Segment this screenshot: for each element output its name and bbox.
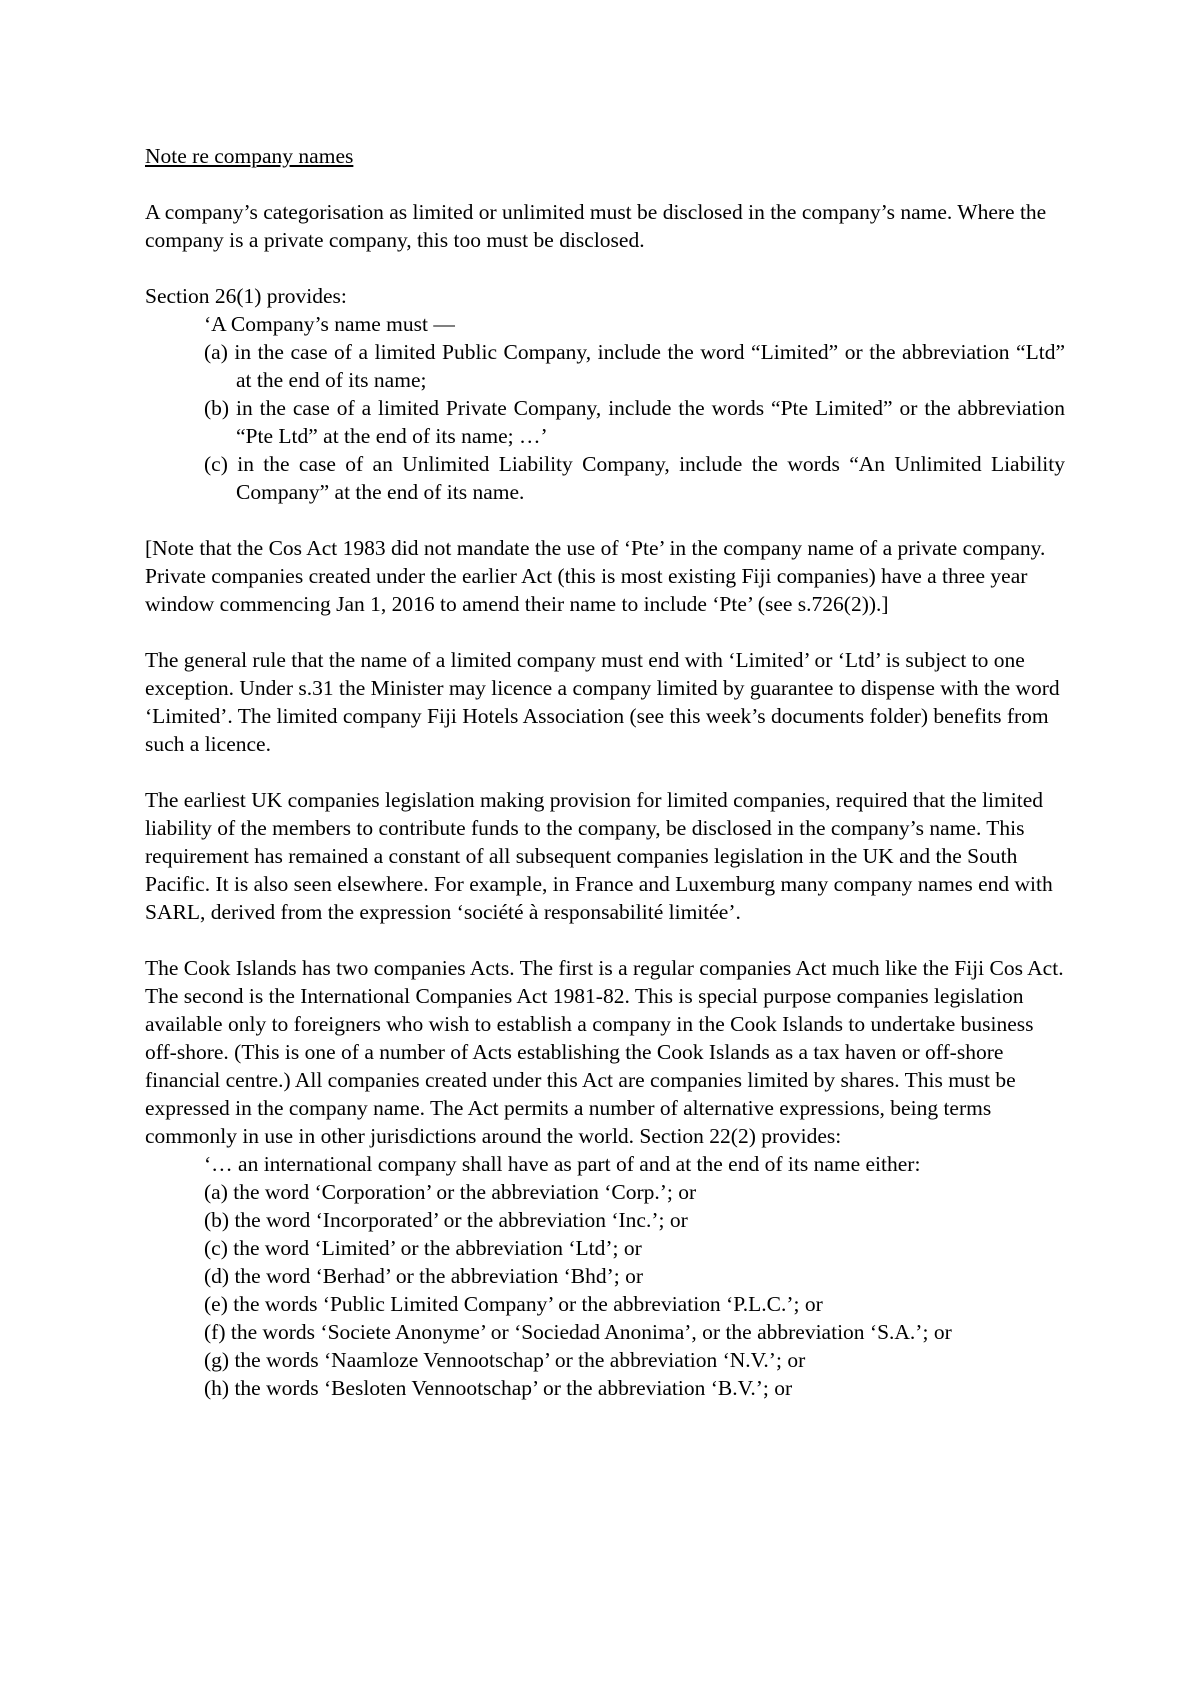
section-26-quote [204,310,1065,506]
section-22-item-f: (f) the words ‘Societe Anonyme’ or ‘Sociedad Anonima’, or the abbreviation ‘S.A.’; or [204,1320,952,1344]
section-22-item-d: (d) the word ‘Berhad’ or the abbreviation ‘Bhd’; or [204,1264,644,1288]
document-heading: Note re company names [145,144,354,168]
paragraph-uk-legislation: The earliest UK companies legislation making provision for limited companies, required that the limited liability of the members to contribute funds to the company, be disclosed in the company’s name. This requirement has remained a constant of all subsequent companies legislation in the UK and the South Pacific. It is also seen elsewhere. For example, in France and Luxemburg many company names end with SARL, derived from the expression ‘société à responsabilité limitée’. [145,788,1053,924]
section-22-item-c: (c) the word ‘Limited’ or the abbreviation ‘Ltd’; or [204,1236,642,1260]
section-22-item-e: (e) the words ‘Public Limited Company’ or the abbreviation ‘P.L.C.’; or [204,1292,823,1316]
section-22-quote-open: ‘… an international company shall have as part of and at the end of its name either: [204,1152,921,1176]
section-22-item-g: (g) the words ‘Naamloze Vennootschap’ or the abbreviation ‘N.V.’; or [204,1348,806,1372]
section-22-item-a: (a) the word ‘Corporation’ or the abbreviation ‘Corp.’; or [204,1180,697,1204]
section-26-intro: Section 26(1) provides: [145,284,347,308]
paragraph-categorisation: A company’s categorisation as limited or unlimited must be disclosed in the company’s name. Where the company is a private company, this too must be disclosed. [145,200,1047,252]
section-26-item-b: (b) in the case of a limited Private Company, include the words “Pte Limited” or the abbreviation “Pte Ltd” at the end of its name; …’ [204,396,1065,448]
section-22-item-b: (b) the word ‘Incorporated’ or the abbreviation ‘Inc.’; or [204,1208,688,1232]
section-26-quote-open: ‘A Company’s name must — [204,312,455,336]
document-page [145,142,1065,1402]
paragraph-note-pte: [Note that the Cos Act 1983 did not mandate the use of ‘Pte’ in the company name of a private company. Private companies created under the earlier Act (this is most existing Fiji companies) have a three year window commencing Jan 1, 2016 to amend their name to include ‘Pte’ (see s.726(2)).] [145,536,1046,616]
section-26-item-c: (c) in the case of an Unlimited Liability Company, include the words “An Unlimited Liability Company” at the end of its name. [204,452,1065,504]
section-26-block [145,282,1065,506]
section-22-item-h: (h) the words ‘Besloten Vennootschap’ or the abbreviation ‘B.V.’; or [204,1376,793,1400]
paragraph-cook-islands: The Cook Islands has two companies Acts. The first is a regular companies Act much like the Fiji Cos Act. The second is the International Companies Act 1981-82. This is special purpose companies legislation available only to foreigners who wish to establish a company in the Cook Islands to undertake business off-shore. (This is one of a number of Acts establishing the Cook Islands as a tax haven or off-shore financial centre.) All companies created under this Act are companies limited by shares. This must be expressed in the company name. The Act permits a number of alternative expressions, being terms commonly in use in other jurisdictions around the world. Section 22(2) provides: [145,956,1064,1148]
section-22-quote [204,1150,1065,1402]
paragraph-general-rule: The general rule that the name of a limited company must end with ‘Limited’ or ‘Ltd’ is subject to one exception. Under s.31 the Minister may licence a company limited by guarantee to dispense with the word ‘Limited’. The limited company Fiji Hotels Association (see this week’s documents folder) benefits from such a licence. [145,648,1060,756]
section-26-item-a: (a) in the case of a limited Public Company, include the word “Limited” or the abbreviation “Ltd” at the end of its name; [204,340,1065,392]
